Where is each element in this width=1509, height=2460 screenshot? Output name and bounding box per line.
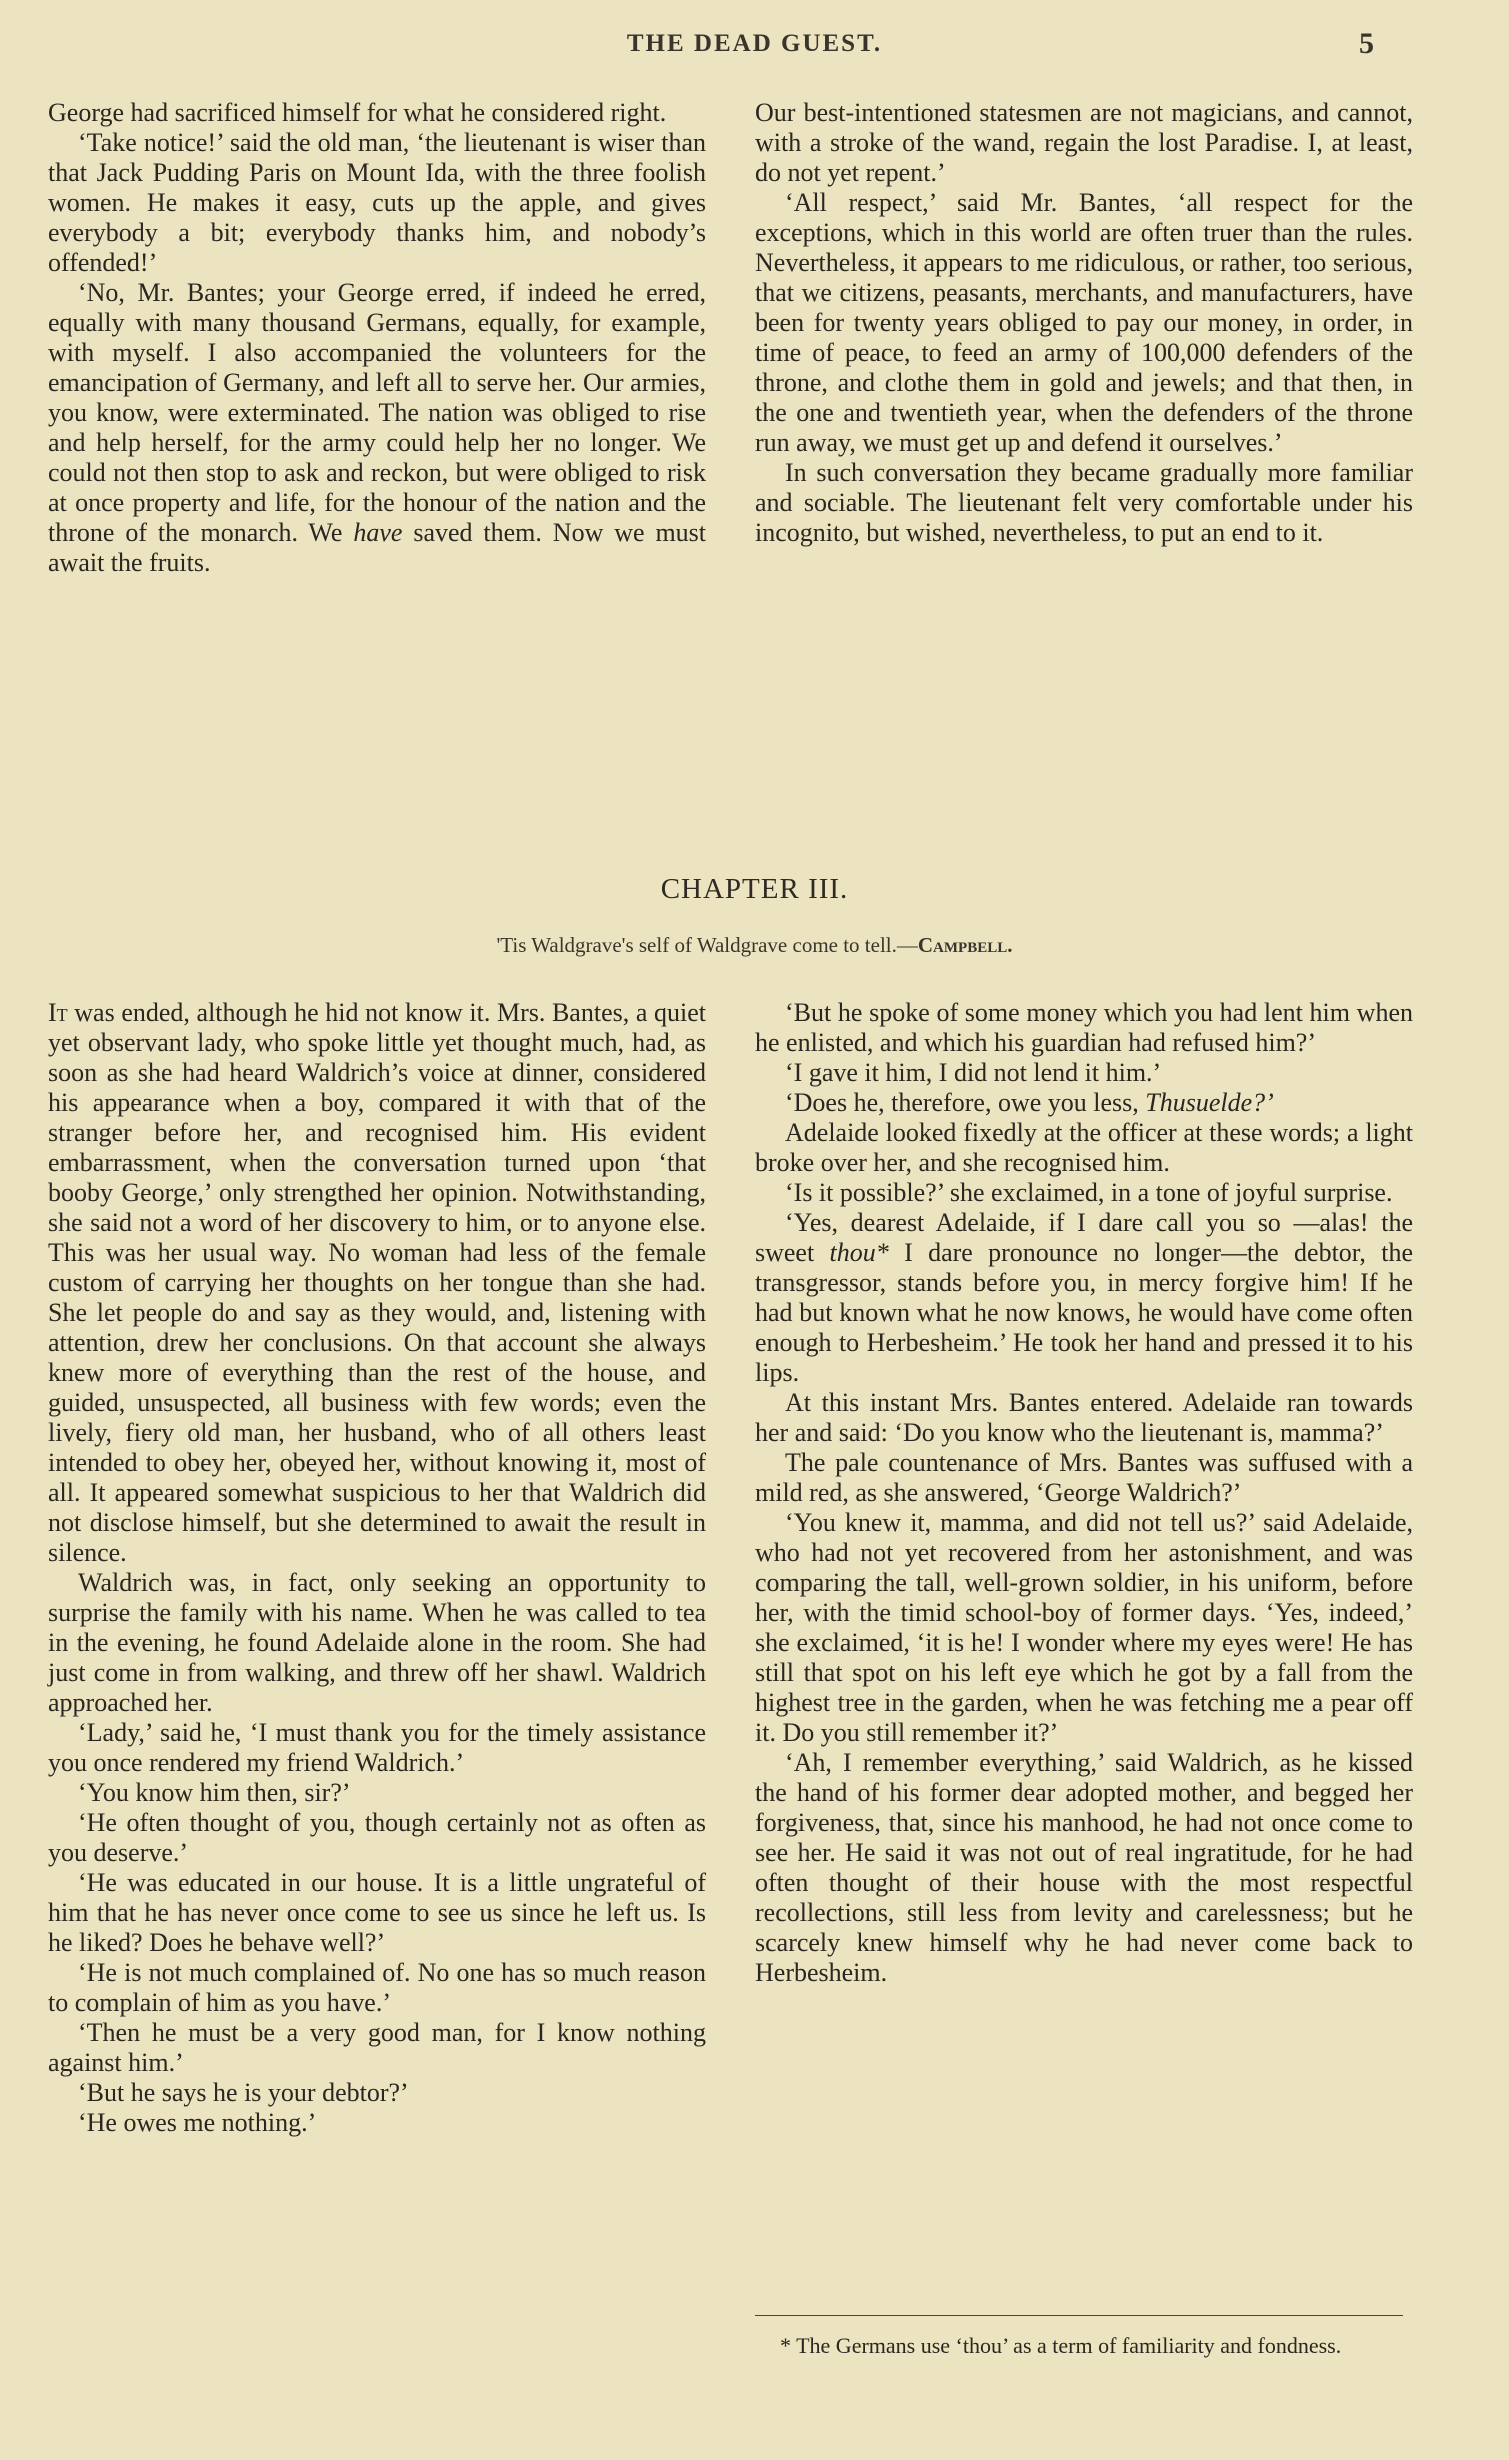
text-run: saved them. Now we must await the fruits. bbox=[48, 518, 707, 577]
column-top-left bbox=[48, 98, 706, 578]
text-run: ‘Yes, dearest Adelaide, if I dare call you so —alas! the sweet bbox=[755, 1208, 1413, 1267]
paragraph: ‘Is it possible?’ she exclaimed, in a tone of joyful surprise. bbox=[785, 1178, 1393, 1207]
paragraph: ‘Take notice!’ said the old man, ‘the lieutenant is wiser than that Jack Pudding Paris on Mount Ida, with the three foolish women. He makes it easy, cuts up the apple, and gives everybody a bit; everybody thanks him, and nobody’s offended!’ bbox=[48, 128, 706, 277]
paragraph bbox=[755, 1088, 1413, 1118]
paragraph: At this instant Mrs. Bantes entered. Adelaide ran towards her and said: ‘Do you know who the lieutenant is, mamma?’ bbox=[755, 1388, 1413, 1447]
paragraph: ‘Then he must be a very good man, for I know nothing against him.’ bbox=[48, 2018, 706, 2077]
paragraph: ‘You know him then, sir?’ bbox=[78, 1778, 351, 1807]
paragraph: ‘He often thought of you, though certainly not as often as you deserve.’ bbox=[48, 1808, 706, 1867]
paragraph bbox=[48, 998, 706, 1568]
column-top-right bbox=[755, 98, 1413, 548]
epigraph-text: 'Tis Waldgrave's self of Waldgrave come to tell.— bbox=[496, 933, 918, 957]
column-bottom-right bbox=[755, 998, 1413, 1988]
paragraph bbox=[755, 1208, 1413, 1388]
paragraph: ‘I gave it him, I did not lend it him.’ bbox=[785, 1058, 1162, 1087]
paragraph: Our best-intentioned statesmen are not magicians, and cannot, with a stroke of the wand, regain the lost Paradise. I, at least, do not yet repent.’ bbox=[755, 98, 1413, 187]
paragraph: In such conversation they became gradually more familiar and sociable. The lieutenant felt very comfortable under his incognito, but wished, nevertheless, to put an end to it. bbox=[755, 458, 1413, 547]
paragraph: ‘He is not much complained of. No one has so much reason to complain of him as you have.’ bbox=[48, 1958, 706, 2017]
paragraph: ‘But he spoke of some money which you had lent him when he enlisted, and which his guardian had refused him?’ bbox=[755, 998, 1413, 1057]
paragraph: George had sacrificed himself for what he considered right. bbox=[48, 98, 667, 127]
paragraph: ‘Lady,’ said he, ‘I must thank you for the timely assistance you once rendered my friend Waldrich.’ bbox=[48, 1718, 706, 1777]
chapter-heading: CHAPTER III. bbox=[660, 873, 849, 905]
page-number: 5 bbox=[1359, 27, 1374, 60]
paragraph: Adelaide looked fixedly at the officer at these words; a light broke over her, and she recognised him. bbox=[755, 1118, 1413, 1177]
footnote: * The Germans use ‘thou’ as a term of familiarity and fondness. bbox=[780, 2333, 1342, 2358]
italic-word: have bbox=[353, 518, 403, 547]
epigraph-author: Campbell. bbox=[917, 933, 1013, 957]
paragraph: Waldrich was, in fact, only seeking an opportunity to surprise the family with his name. When he was called to tea in the evening, he found Adelaide alone in the room. She had just come in from walking, and threw off her shawl. Waldrich approached her. bbox=[48, 1568, 706, 1717]
text-run: I dare pronounce no longer—the debtor, the transgressor, stands before you, in mercy forgive him! If he had but known what he now knows, he would have come often enough to Herbesheim.’ He took her hand and pressed it to his lips. bbox=[755, 1238, 1414, 1387]
chapter-epigraph bbox=[0, 933, 1509, 958]
text-run: ‘No, Mr. Bantes; your George erred, if indeed he erred, equally with many thousand Germans, equally, for example, with myself. I also accompanied the volunteers for the emancipation of Germany, and left all to serve her. Our armies, you know, were exterminated. The nation was obliged to rise and help herself, for the army could help her no longer. We could not then stop to ask and reckon, but were obliged to risk at once property and life, for the honour of the nation and the throne of the monarch. We bbox=[48, 278, 706, 547]
paragraph: ‘But he says he is your debtor?’ bbox=[78, 2078, 409, 2107]
text-run: ‘Does he, therefore, owe you less, bbox=[785, 1088, 1139, 1117]
paragraph: ‘All respect,’ said Mr. Bantes, ‘all respect for the exceptions, which in this world are often truer than the rules. Nevertheless, it appears to me ridiculous, or rather, too serious, that we citizens, peasants, merchants, and manufacturers, have been for twenty years obliged to pay our money, in order, in time of peace, to feed an army of 100,000 defenders of the throne, and clothe them in gold and jewels; and that then, in the one and twentieth year, when the defenders of the throne run away, we must get up and defend it ourselves.’ bbox=[755, 188, 1413, 457]
footnote-divider bbox=[755, 2315, 1403, 2316]
paragraph bbox=[48, 278, 706, 578]
paragraph: ‘You knew it, mamma, and did not tell us?’ said Adelaide, who had not yet recovered from her astonishment, and was comparing the tall, well-grown soldier, in his uniform, before her, with the timid school-boy of former days. ‘Yes, indeed,’ she exclaimed, ‘it is he! I wonder where my eyes were! He has still that spot on his left eye which he got by a fall from the highest tree in the garden, when he was fetching me a pear off it. Do you still remember it?’ bbox=[755, 1508, 1413, 1747]
paragraph: ‘He was educated in our house. It is a little ungrateful of him that he has never once come to see us since he left us. Is he liked? Does he behave well?’ bbox=[48, 1868, 706, 1957]
column-bottom-left bbox=[48, 998, 706, 2138]
italic-word: Thusuelde?’ bbox=[1145, 1088, 1274, 1117]
page-header bbox=[0, 27, 1509, 70]
paragraph: ‘Ah, I remember everything,’ said Waldrich, as he kissed the hand of his former dear adopted mother, and begged her forgiveness, that, since his manhood, he had not once come to see her. He said it was not out of real ingratitude, for he had often thought of their house with the most respectful recollections, still less from levity and carelessness; but he scarcely knew himself why he had never come back to Herbesheim. bbox=[755, 1748, 1413, 1987]
italic-word: thou* bbox=[829, 1238, 889, 1267]
paragraph: ‘He owes me nothing.’ bbox=[78, 2108, 317, 2137]
text-run: was ended, although he hid not know it. Mrs. Bantes, a quiet yet observant lady, who spoke little yet thought much, had, as soon as she had heard Waldrich’s voice at dinner, considered his appearance when a boy, compared it with that of the stranger before her, and recognised him. His evident embarrassment, when the conversation turned upon ‘that booby George,’ only strengthed her opinion. Notwithstanding, she said not a word of her discovery to him, or to anyone else. This was her usual way. No woman had less of the female custom of carrying her thoughts on her tongue than she had. She let people do and say as they would, and, listening with attention, drew her conclusions. On that account she always knew more of everything than the rest of the house, and guided, unsuspected, all business with few words; even the lively, fiery old man, her husband, who of all others least intended to obey her, obeyed her, without knowing it, most of all. It appeared somewhat suspicious to her that Waldrich did not disclose himself, but she determined to await the result in silence. bbox=[48, 998, 706, 1567]
opening-word: It bbox=[48, 998, 68, 1027]
paragraph: The pale countenance of Mrs. Bantes was suffused with a mild red, as she answered, ‘George Waldrich?’ bbox=[755, 1448, 1413, 1507]
running-title: THE DEAD GUEST. bbox=[626, 30, 883, 57]
